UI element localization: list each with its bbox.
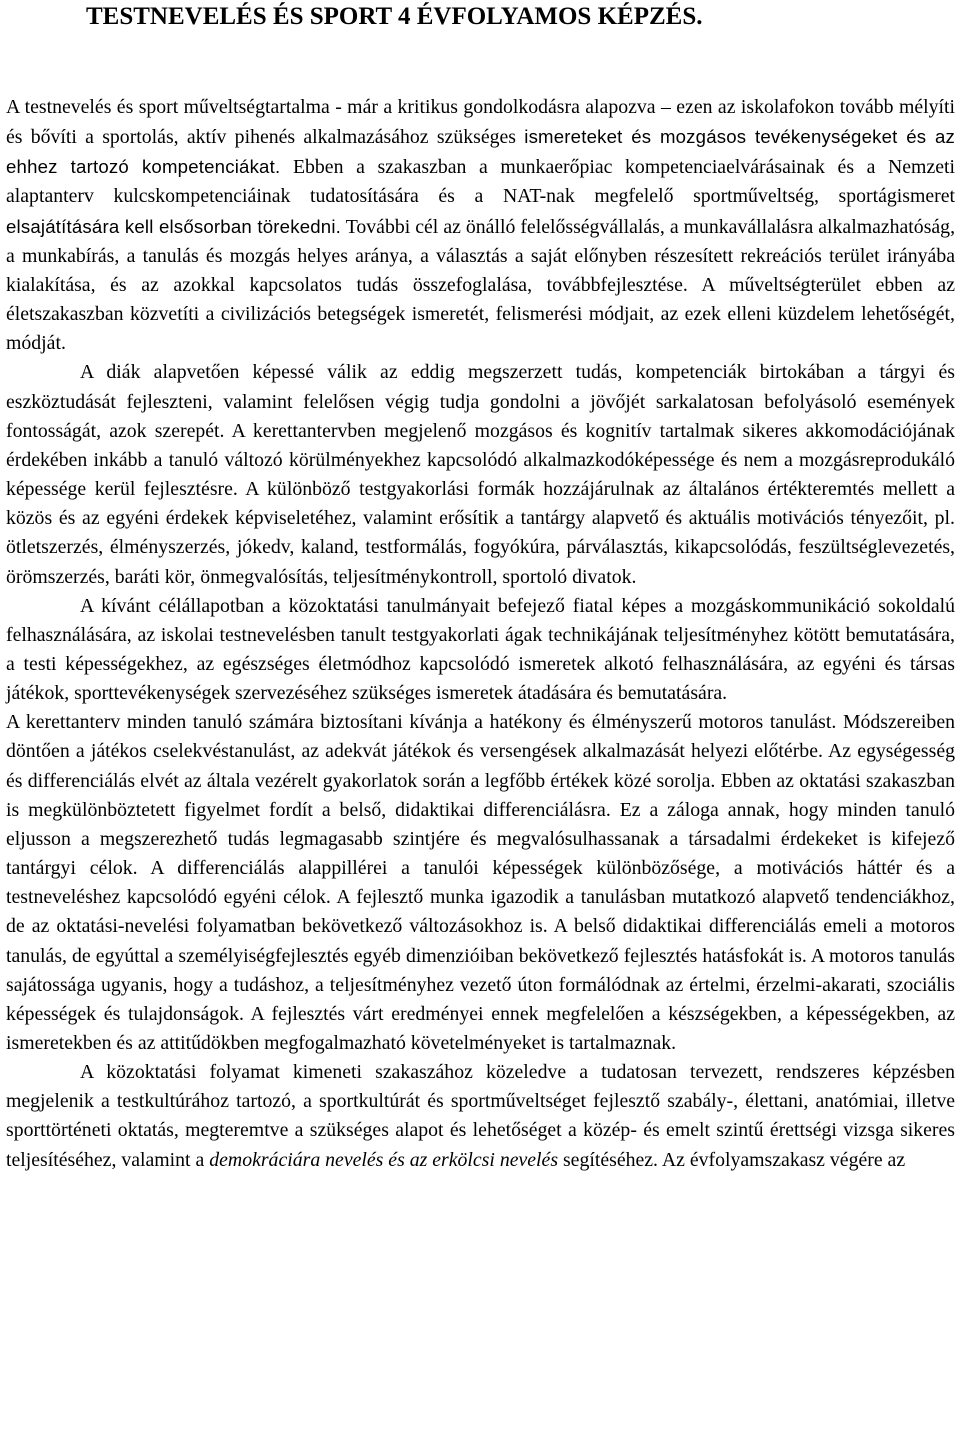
paragraph-1-part-c: Ebben a szakaszban a munkaerőpiac kompetenciaelvárásainak és a Nemzeti alaptanterv kulcskompetenciáinak tudatosítására és a NAT-nak megfelelő sportműveltség, sportágismeret	[6, 156, 955, 208]
paragraph-1-part-a: A testnevelés és sport műveltségtartalma - már a kritikus gondolkodásra alapozva – ezen az iskolafokon tovább mélyíti és bővíti a sportolás, aktív pihenés alkalmazásához szükséges	[6, 96, 955, 149]
document-title: TESTNEVELÉS ÉS SPORT 4 ÉVFOLYAMOS KÉPZÉS.	[86, 3, 703, 30]
paragraph-5-part-c: segítéséhez. Az évfolyamszakasz végére az	[558, 1148, 906, 1171]
paragraph-5-part-a: A közoktatási folyamat kimeneti szakaszához közeledve a tudatosan tervezett, rendszeres képzésben megjelenik a testkultúrához tartozó, a sportkultúrát és sportműveltséget fejlesztő szabály-, élettani, anatómiai, illetve sporttörténeti oktatás, megteremtve a szükséges alapot és lehetőséget a közép- és emelt szintű érettségi vizsga sikeres teljesítéséhez, valamint a	[6, 1061, 955, 1171]
paragraph-1-part-d: elsajátítására kell elsősorban törekedni.	[6, 215, 342, 237]
paragraph-1-part-b: ismereteket és mozgásos tevékenységeket és az ehhez tartozó kompetenciákat.	[6, 126, 955, 178]
document-body	[6, 93, 955, 1175]
paragraph-1-part-e: További cél az önálló felelősségvállalás, a munkavállalásra alkalmazhatóság, a munkabírás, a tanulás és mozgás helyes aránya, a választás a saját előnyben részesített rekreációs terület irányába kialakítása, és az azokkal kapcsolatos tudás összefoglalása, továbbfejlesztése. A műveltségterület ebben az életszakaszban közvetíti a civilizációs betegségek ismeretét, felismerési módjait, az ezek elleni küzdelem lehetőségét, módját.	[6, 215, 956, 355]
paragraph-5	[6, 1058, 955, 1175]
paragraph-4: A kerettanterv minden tanuló számára biztosítani kívánja a hatékony és élményszerű motoros tanulást. Módszereiben döntően a játékos cselekvéstanulást, az adekvát játékok és versengések alkalmazását helyezi előtérbe. Az egységesség és differenciálás elvét az általa vezérelt gyakorlatok során a legfőbb értékek közé sorolja. Ebben az oktatási szakaszban is megkülönböztetett figyelmet fordít a belső, didaktikai differenciálásra. Ez a záloga annak, hogy minden tanuló eljusson a megszerezhető tudás legmagasabb szintjére és megvalósulhassanak a társadalmi érdekeket is kifejező tantárgyi célok. A differenciálás alappillérei a tanulói képességek különbözősége, a motivációs háttér és a testneveléshez kapcsolódó egyéni célok. A fejlesztő munka igazodik a tanulásban mutatkozó alapvető tendenciákhoz, de az oktatási-nevelési folyamatban bekövetkező változásokhoz is. A belső didaktikai differenciálás emeli a motoros tanulás, de egyúttal a személyiségfejlesztés egyéb dimenzióiban bekövetkező fejlesztés hatásfokát is. A motoros tanulás sajátossága ugyanis, hogy a tudáshoz, a teljesítményhez vezető úton formálódnak az értelmi, érzelmi-akarati, szociális képességek és tulajdonságok. A fejlesztés várt eredményei ennek megfelelően a készségekben, a képességekben, az ismeretekben és az attitűdökben megfogalmazható követelményeket is tartalmaznak.	[6, 711, 955, 1054]
paragraph-2: A diák alapvetően képessé válik az eddig megszerzett tudás, kompetenciák birtokában a tárgyi és eszköztudását fejleszteni, valamint felelősen végig tudja gondolni a jövőjét sarkalatosan befolyásoló események fontosságát, azok szerepét. A kerettantervben megjelenő mozgásos és kognitív tartalmak sikeres akkomodációjának érdekében inkább a tanuló változó körülményekhez kapcsolódó alkalmazkodóképessége és nem a mozgásreprodukáló képessége kerül fejlesztésre. A különböző testgyakorlási formák hozzájárulnak az általános értékteremtés mellett a közös és az egyéni érdekek képviseletéhez, valamint erősítik a tantárgy alapvető és aktuális motivációs tényezőit, pl. ötletszerzés, élményszerzés, jókedv, kaland, testformálás, fogyókúra, párválasztás, kikapcsolódás, feszültséglevezetés, örömszerzés, baráti kör, önmegvalósítás, teljesítménykontroll, sportoló divatok.	[6, 361, 955, 588]
paragraph-1	[6, 93, 955, 358]
paragraph-5-emphasis: demokráciára nevelés és az erkölcsi nevelés	[209, 1148, 559, 1171]
paragraph-3: A kívánt célállapotban a közoktatási tanulmányait befejező fiatal képes a mozgáskommunikáció sokoldalú felhasználására, az iskolai testnevelésben tanult testgyakorlati ágak technikájának teljesítményhez kötött bemutatására, a testi képességekhez, az egészséges életmódhoz kapcsolódó ismeretek alkotó felhasználására, az egyéni és társas játékok, sporttevékenységek szervezéséhez szükséges ismeretek átadására és bemutatására.	[6, 594, 955, 705]
